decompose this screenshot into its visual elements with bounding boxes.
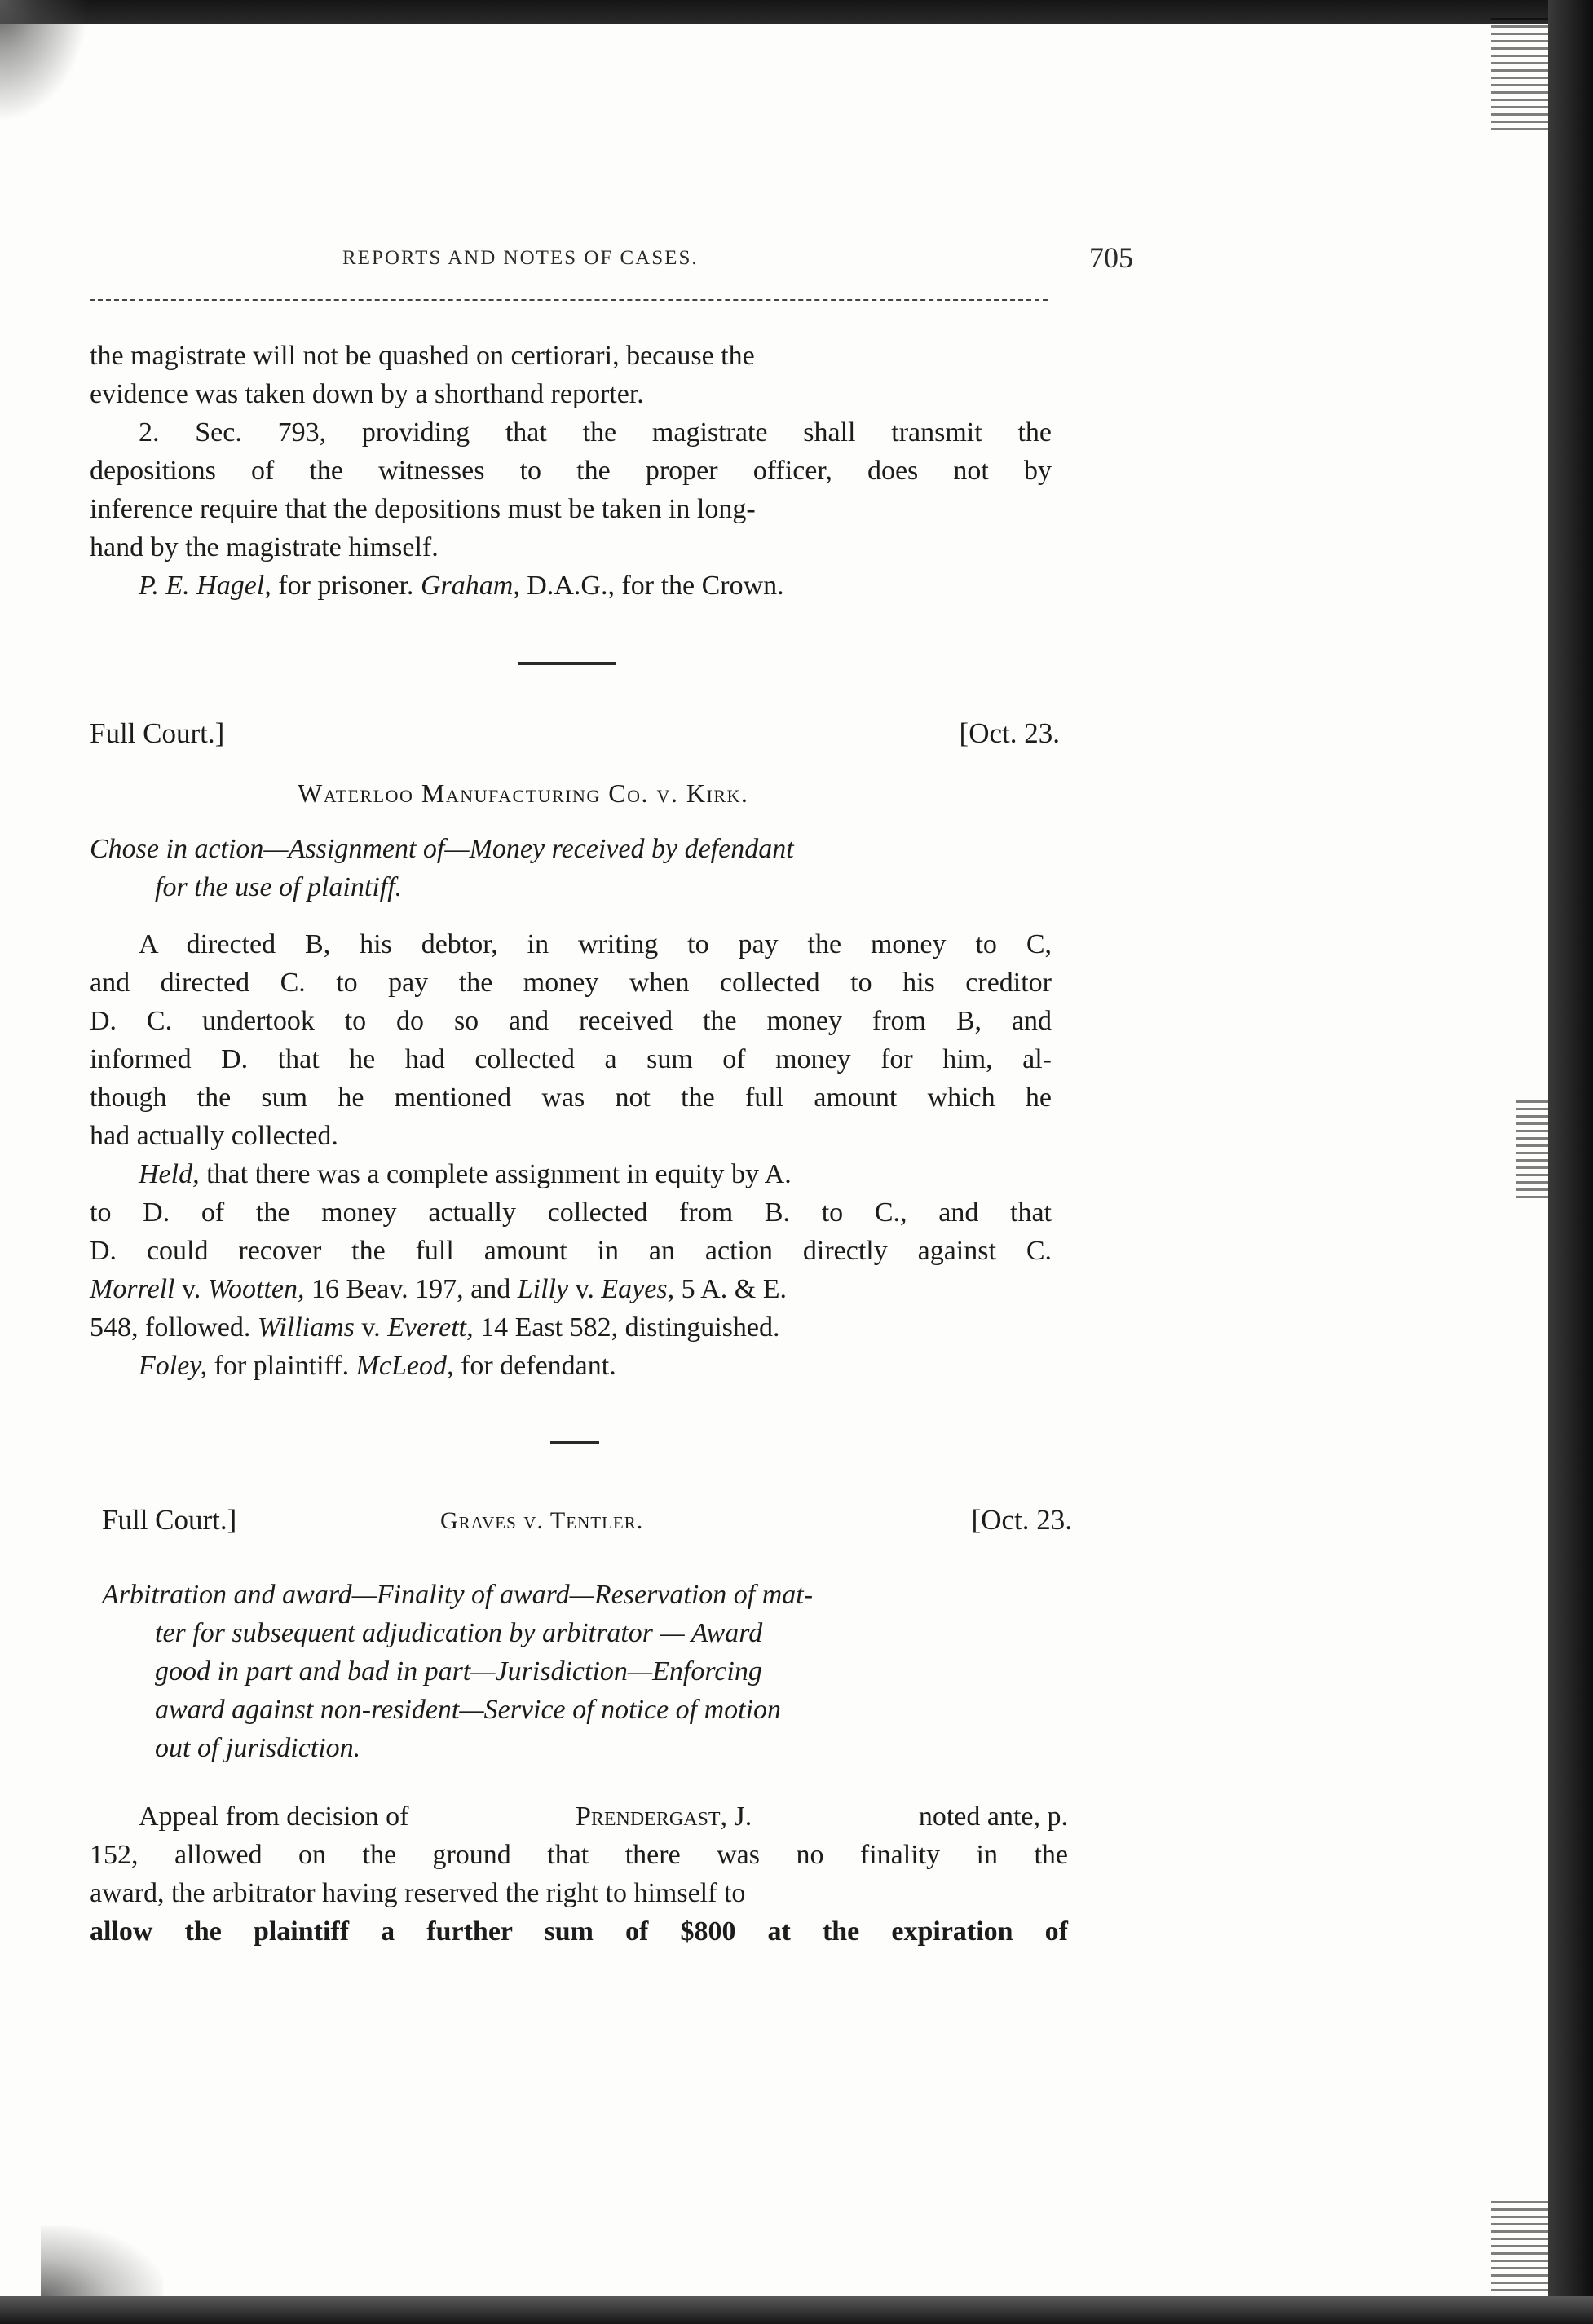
citation-line: 548, followed. Williams v. Everett, 14 East 582, distinguished. [90,1312,780,1343]
text-line: the magistrate will not be quashed on certiorari, because the [90,341,755,371]
counsel-name: McLeod, [355,1351,454,1381]
text-line: depositions of the witnesses to the proper officer, does not by [90,456,1052,486]
page-number: 705 [1089,241,1133,274]
headnote-line: Arbitration and award—Finality of award—Reservation of mat- [102,1580,814,1610]
text-line: hand by the magistrate himself. [90,532,439,562]
headnote-line: Chose in action—Assignment of—Money received by defendant [90,834,794,864]
text-line: award, the arbitrator having reserved the right to himself to [90,1878,746,1908]
text-line: 152, allowed on the ground that there was no finality in the [90,1840,1068,1870]
headnote-line: award against non-resident—Service of notice of motion [155,1695,782,1725]
text-line: to D. of the money actually collected from B. to C., and that [90,1197,1052,1228]
section-divider [518,662,616,665]
case-date: [Oct. 23. [959,717,1060,749]
counsel-name: Graham, [420,571,520,601]
headnote-line: for the use of plaintiff. [155,872,403,902]
text-line: Appeal from decision of Prendergast, J. noted ante, p. [139,1801,1068,1832]
text-line: and directed C. to pay the money when collected to his creditor [90,968,1052,998]
headnote-line: out of jurisdiction. [155,1733,361,1763]
text-line: informed D. that he had collected a sum of money for him, al- [90,1044,1052,1074]
text-line: 2. Sec. 793, providing that the magistrate shall transmit the [139,417,1052,448]
court-label: Full Court.] [90,717,225,749]
scan-speckle [1491,2201,1548,2299]
held-label: Held, [139,1159,200,1189]
text-line: allow the plaintiff a further sum of $800 at the expiration of [90,1916,1068,1947]
section-divider [550,1441,599,1444]
counsel-name: P. E. Hagel, [139,571,271,601]
counsel-name: Foley, [139,1351,208,1381]
headnote-line: ter for subsequent adjudication by arbitrator — Award [155,1618,763,1648]
case-title: Waterloo Manufacturing Co. v. Kirk. [298,778,749,808]
scan-edge-right [1548,0,1593,2324]
scan-shadow-top-left [0,0,90,122]
text-line: D. could recover the full amount in an action directly against C. [90,1236,1052,1266]
judge-name: Prendergast, J. [575,1801,752,1832]
text-line: though the sum he mentioned was not the full amount which he [90,1083,1052,1113]
counsel-line: P. E. Hagel, for prisoner. Graham, D.A.G., for the Crown. [139,571,784,601]
running-head-title: REPORTS AND NOTES OF CASES. [342,247,699,269]
case-header [90,717,1068,750]
case-date: [Oct. 23. [971,1504,1072,1536]
text-line: D. C. undertook to do so and received the money from B, and [90,1006,1052,1036]
case-header [90,1504,1072,1537]
running-head [342,240,1133,281]
text-line: evidence was taken down by a shorthand reporter. [90,379,644,409]
scan-speckle [1491,16,1548,130]
court-label: Full Court.] [102,1504,237,1536]
case-title: Graves v. Tentler. [440,1507,644,1534]
headnote-line: good in part and bad in part—Jurisdiction—Enforcing [155,1656,762,1687]
scan-speckle [1516,1100,1548,1198]
header-rule [90,299,1048,301]
text-line: inference require that the depositions must be taken in long- [90,494,756,524]
book-page [90,0,1133,2324]
text-line: had actually collected. [90,1121,338,1151]
citation-line: Morrell v. Wootten, 16 Beav. 197, and Lilly v. Eayes, 5 A. & E. [90,1274,787,1304]
text-line: A directed B, his debtor, in writing to pay the money to C, [139,929,1052,959]
counsel-line: Foley, for plaintiff. McLeod, for defendant. [139,1351,616,1381]
held-line: Held, that there was a complete assignment in equity by A. [139,1159,792,1189]
